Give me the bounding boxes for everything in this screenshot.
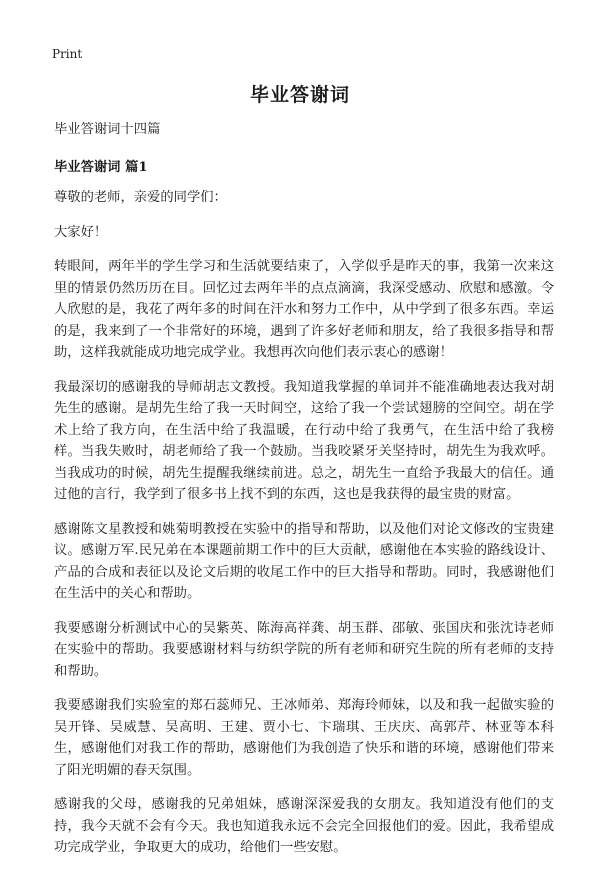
paragraph-body: 转眼间，两年半的学生学习和生活就要结束了，入学似乎是昨天的事，我第一次来这里的情景仍然历历在目。回忆过去两年半的点点滴滴，我深受感动、欣慰和感激。令人欣慰的是，我花了两年多的时间在汗水和努力工作中，从中学到了很多东西。幸运的是，我来到了一个非常好的环境，遇到了许多好老师和朋友，给了我很多指导和帮助，这样我就能成功地完成学业。我想再次向他们表示衷心的感谢！ [54, 259, 554, 360]
paragraph-body: 我最深切的感谢我的导师胡志文教授。我知道我掌握的单词并不能准确地表达我对胡先生的感谢。是胡先生给了我一天时间空，这给了我一个尝试翅膀的空间空。胡在学术上给了我方向，在生活中给了我温暖，在行动中给了我勇气，在生活中给了我榜样。当我失败时，胡老师给了我一个鼓励。当我咬紧牙关坚持时，胡先生为我欢呼。当我成功的时候，胡先生提醒我继续前进。总之，胡先生一直给予我最大的信任。通过他的言行，我学到了很多书上找不到的东西，这也是我获得的最宝贵的财富。 [54, 379, 554, 502]
paragraph-greeting: 大家好！ [54, 224, 108, 240]
print-link[interactable]: Print [52, 47, 83, 61]
paragraph-salutation: 尊敬的老师，亲爱的同学们： [54, 190, 227, 205]
paragraph-body: 我要感谢分析测试中心的吴紫英、陈海高祥龚、胡玉群、邵敏、张国庆和张沈诗老师在实验中的帮助。我要感谢材料与纺织学院的所有老师和研究生院的所有老师的支持和帮助。 [54, 620, 554, 679]
document-subtitle: 毕业答谢词十四篇 [54, 122, 161, 137]
paragraph-body: 感谢陈文星教授和姚菊明教授在实验中的指导和帮助，以及他们对论文修改的宝贵建议。感谢万军.民兄弟在本课题前期工作中的巨大贡献，感谢他在本实验的路线设计、产品的合成和表征以及论文后期的收尾工作中的巨大指导和帮助。同时，我感谢他们在生活中的关心和帮助。 [54, 521, 554, 601]
page-title: 毕业答谢词 [249, 84, 350, 106]
paragraph-body: 感谢我的父母，感谢我的兄弟姐妹，感谢深深爱我的女朋友。我知道没有他们的支持，我今天就不会有今天。我也知道我永远不会完全回报他们的爱。因此，我希望成功完成学业，争取更大的成功，给他们一些安慰。 [54, 797, 554, 855]
document-body [54, 120, 554, 872]
section-heading: 毕业答谢词 篇1 [54, 160, 148, 175]
paragraph-body: 我要感谢我们实验室的郑石蕊师兄、王冰师弟、郑海玲师妹，以及和我一起做实验的吴开锋、吴威慧、吴高明、王建、贾小七、卞瑞琪、王庆庆、高郭芹、林亚等本科生，感谢他们对我工作的帮助，感谢他们为我创造了快乐和谐的环境，感谢他们带来了阳光明媚的春天氛围。 [54, 698, 554, 778]
